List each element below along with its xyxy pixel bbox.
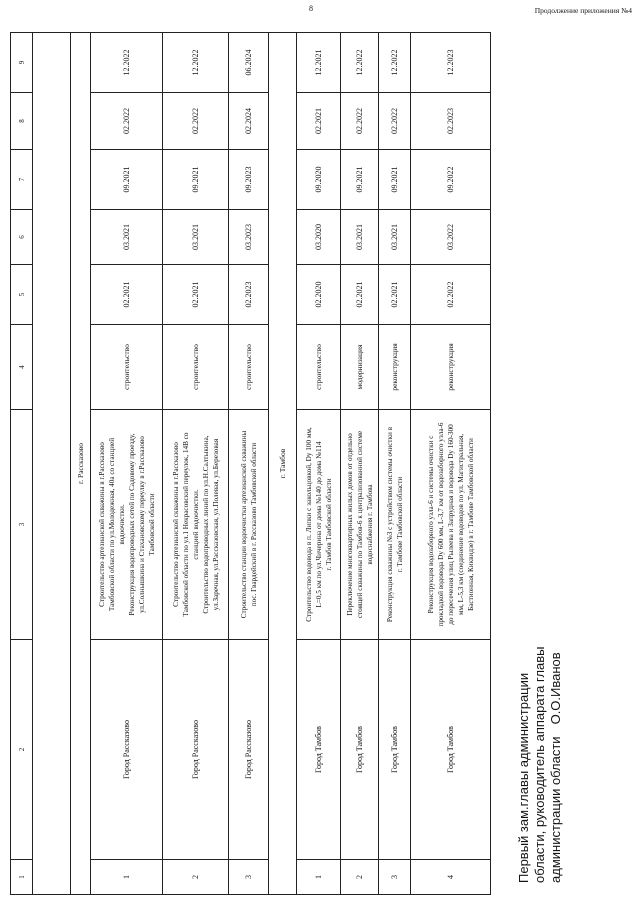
cell-city: Город Рассказово xyxy=(91,640,163,860)
column-number: 4 xyxy=(11,325,33,410)
cell-date-col5: 02.2021 xyxy=(341,265,379,325)
projects-table xyxy=(10,32,491,895)
cell-date-col6: 03.2021 xyxy=(341,210,379,265)
cell-description xyxy=(229,410,269,640)
signature-line: Первый зам.главы администрации xyxy=(516,672,531,883)
cell-date-col5: 02.2022 xyxy=(411,265,491,325)
cell-date-col5: 02.2021 xyxy=(163,265,229,325)
cell-work-type: строительство xyxy=(297,325,341,410)
cell-work-type: строительство xyxy=(163,325,229,410)
description-line: Строительство водопроводных линий по ул.Н.Салтыкина, xyxy=(201,435,210,614)
section-title: г. Тамбов xyxy=(269,33,297,895)
description-line: Реконструкция скважины №3 с устройством системы очистки в xyxy=(385,426,394,623)
cell-date-col5: 02.2021 xyxy=(91,265,163,325)
cell-date-col7: 09.2021 xyxy=(379,150,411,210)
cell-date-col9: 06.2024 xyxy=(229,33,269,93)
cell-description xyxy=(379,410,411,640)
description-line: прокладкой водовода Dy 600 мм, L-3,7 км от водозаборного узла-6 xyxy=(436,422,445,627)
cell-date-col6: 03.2020 xyxy=(297,210,341,265)
column-number: 9 xyxy=(11,33,33,93)
cell-date-col6: 03.2021 xyxy=(163,210,229,265)
cell-description xyxy=(411,410,491,640)
description-line: Строительство артезианской скважины в г.Рассказово xyxy=(171,442,180,607)
table-row xyxy=(297,33,341,895)
description-line: ул.Заречная, ул.Рассказовская, ул.Полевая, ул.Березовая xyxy=(211,438,220,611)
cell-date-col7: 09.2023 xyxy=(229,150,269,210)
table-row xyxy=(411,33,491,895)
description-line: г. Тамбов Тамбовской области xyxy=(324,478,333,571)
cell-date-col6: 03.2021 xyxy=(379,210,411,265)
cell-date-col7: 09.2021 xyxy=(91,150,163,210)
cell-description xyxy=(341,410,379,640)
cell-date-col6: 03.2022 xyxy=(411,210,491,265)
cell-date-col9: 12.2022 xyxy=(91,33,163,93)
signature-line: области, руководитель аппарата главы xyxy=(532,646,547,883)
cell-work-type: реконструкция xyxy=(411,325,491,410)
cell-date-col8: 02.2022 xyxy=(163,93,229,150)
page-number: 8 xyxy=(309,4,313,13)
description-line: Тамбовской области по ул.Молодежная, 40а со станцией xyxy=(107,437,116,612)
description-line: Строительство водовода в п. Липки с закольцовкой, Dy 100 мм, xyxy=(304,427,313,622)
table-row xyxy=(229,33,269,895)
blank-cell xyxy=(33,33,71,895)
cell-description xyxy=(297,410,341,640)
cell-date-col5: 02.2021 xyxy=(379,265,411,325)
cell-number: 2 xyxy=(341,860,379,895)
cell-number: 3 xyxy=(229,860,269,895)
description-line: Бастионная, Киквидзе) в г. Тамбове Тамбовской области xyxy=(466,438,475,611)
description-line: Реконструкция водозаборного узла-6 и системы очистки с xyxy=(426,435,435,614)
description-line: Строительство артезианской скважины в г.Рассказово xyxy=(97,442,106,607)
description-line: мм, L-5,3 км (соединение водоводов по ул. Магистральная, xyxy=(456,433,465,616)
cell-city: Город Рассказово xyxy=(229,640,269,860)
cell-date-col7: 09.2021 xyxy=(163,150,229,210)
cell-date-col8: 02.2022 xyxy=(379,93,411,150)
cell-city: Город Тамбов xyxy=(379,640,411,860)
cell-number: 1 xyxy=(91,860,163,895)
description-line: Переключение многоквартирных жилых домов от отдельно xyxy=(345,433,354,616)
cell-number: 4 xyxy=(411,860,491,895)
cell-date-col7: 09.2020 xyxy=(297,150,341,210)
blank-row xyxy=(33,33,71,895)
cell-date-col8: 02.2023 xyxy=(411,93,491,150)
cell-work-type: строительство xyxy=(229,325,269,410)
description-line: L=0,5 км по ул.Чичерина от дома №140 до дома №114 xyxy=(314,441,323,608)
section-row xyxy=(71,33,91,895)
description-line: станцией водоочистки. xyxy=(191,489,200,560)
cell-work-type: реконструкция xyxy=(379,325,411,410)
column-number: 1 xyxy=(11,860,33,895)
table-row xyxy=(163,33,229,895)
column-number: 2 xyxy=(11,640,33,860)
cell-date-col5: 02.2023 xyxy=(229,265,269,325)
cell-date-col9: 12.2022 xyxy=(163,33,229,93)
description-line: Реконструкция водопроводных сетей по Садовому проезду, xyxy=(127,433,136,616)
description-line: Тамбовской области xyxy=(147,493,156,556)
description-line: ул.Солнышкина и Стахановскому переулку в г.Рассказово xyxy=(137,436,146,613)
cell-date-col9: 12.2021 xyxy=(297,33,341,93)
table-row xyxy=(379,33,411,895)
cell-city: Город Рассказово xyxy=(163,640,229,860)
description-line: водоснабжения г. Тамбова xyxy=(365,484,374,565)
signature-block xyxy=(516,646,564,883)
cell-work-type: модернизация xyxy=(341,325,379,410)
cell-description xyxy=(91,410,163,640)
cell-date-col9: 12.2022 xyxy=(379,33,411,93)
cell-work-type: строительство xyxy=(91,325,163,410)
table-row xyxy=(91,33,163,895)
column-number: 8 xyxy=(11,93,33,150)
column-number: 5 xyxy=(11,265,33,325)
signature-line xyxy=(548,646,564,883)
cell-date-col5: 02.2020 xyxy=(297,265,341,325)
description-line: Тамбовской области по ул.1 Некрасовский переулок, 14В со xyxy=(181,432,190,617)
description-line: г. Тамбове Тамбовской области xyxy=(395,476,404,573)
cell-city: Город Тамбов xyxy=(341,640,379,860)
cell-date-col8: 02.2024 xyxy=(229,93,269,150)
cell-date-col7: 09.2021 xyxy=(341,150,379,210)
cell-date-col6: 03.2021 xyxy=(91,210,163,265)
section-title: г. Рассказово xyxy=(71,33,91,895)
cell-date-col8: 02.2021 xyxy=(297,93,341,150)
cell-date-col9: 12.2023 xyxy=(411,33,491,93)
cell-date-col7: 09.2022 xyxy=(411,150,491,210)
column-number: 3 xyxy=(11,410,33,640)
cell-number: 3 xyxy=(379,860,411,895)
signature-position: администрации области xyxy=(548,736,563,883)
column-number: 6 xyxy=(11,210,33,265)
description-line: водоочистки. xyxy=(117,504,126,545)
cell-description xyxy=(163,410,229,640)
cell-city: Город Тамбов xyxy=(297,640,341,860)
cell-date-col8: 02.2022 xyxy=(91,93,163,150)
signatory-name: О.О.Иванов xyxy=(548,652,563,725)
description-line: пос. Гвардейский в г. Рассказово Тамбовской области xyxy=(249,442,258,607)
column-number-row xyxy=(11,33,33,895)
description-line: до пересечения улиц Рылеева и Запрудная и водовода Dy 160-300 xyxy=(446,424,455,625)
cell-number: 1 xyxy=(297,860,341,895)
cell-city: Город Тамбов xyxy=(411,640,491,860)
cell-date-col8: 02.2022 xyxy=(341,93,379,150)
cell-date-col6: 03.2023 xyxy=(229,210,269,265)
cell-number: 2 xyxy=(163,860,229,895)
section-row xyxy=(269,33,297,895)
continuation-note: Продолжение приложения №4 xyxy=(534,6,632,15)
cell-date-col9: 12.2022 xyxy=(341,33,379,93)
table-row xyxy=(341,33,379,895)
description-line: Строительство станции водоочистки артезианской скважины xyxy=(239,430,248,619)
description-line: стоящей скважины по Тамбов-6 к централизованной системе xyxy=(355,430,364,619)
column-number: 7 xyxy=(11,150,33,210)
